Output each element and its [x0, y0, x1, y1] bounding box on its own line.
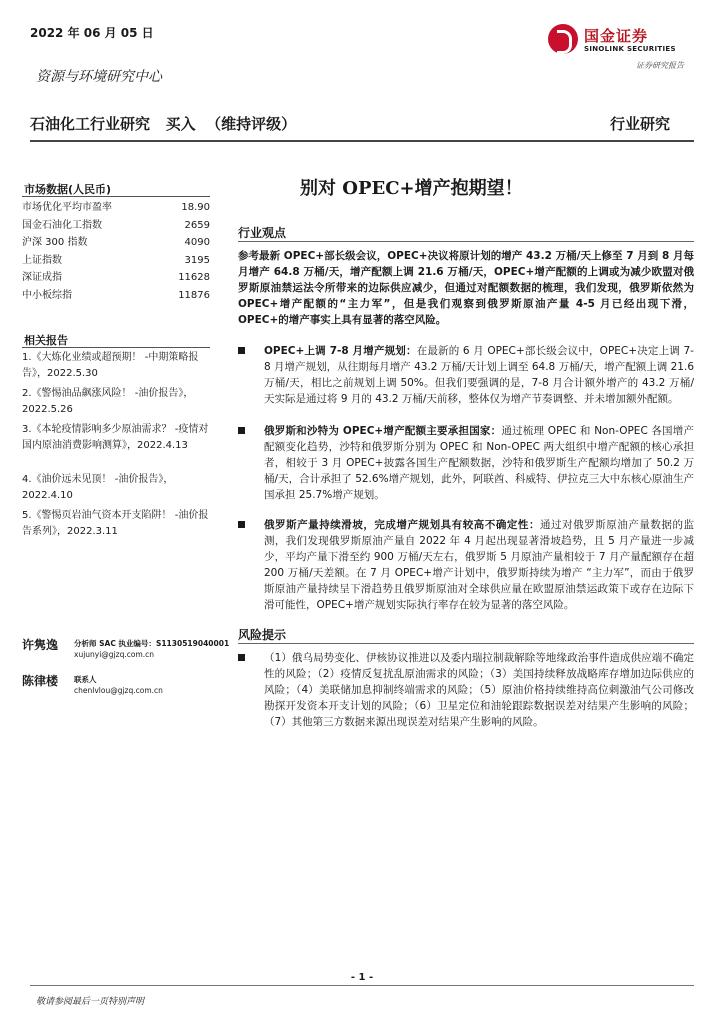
- view-heading: 行业观点: [238, 226, 287, 240]
- related-reports-title: 相关报告: [24, 334, 68, 347]
- bullet-square-icon: [238, 521, 245, 528]
- market-row: 上证指数 3195: [22, 254, 210, 266]
- market-row: 深证成指 11628: [22, 272, 210, 283]
- sector-rating: 石油化工行业研究 买入 （维持评级）: [30, 115, 297, 133]
- risk-item: （1）俄乌局势变化、伊核协议推进以及委内瑞拉制裁解除等地缘政治事件造成供应端不确定性的风险；（2）疫情反复扰乱原油需求的风险；（3）美国持续释放战略库存增加边际供应的风险；（4）美联储加息抑制终端需求的风险；（5）原油价格持续维持高位刺激油气公司修改勘探开发资本开支计划的风险；（6）卫星定位和油轮跟踪数据误差对结果产生影响的风险；（7）其他第三方数据来源出现误差对结果产生影响的风险。: [238, 650, 694, 730]
- market-data-title: 市场数据(人民币): [24, 183, 112, 196]
- report-date: 2022 年 06 月 05 日: [30, 26, 154, 40]
- market-row: 国金石油化工指数 2659: [22, 219, 210, 231]
- logo-subtitle: 证券研究报告: [636, 61, 684, 70]
- bullet-item: 俄罗斯产量持续滑坡，完成增产规划具有较高不确定性：通过对俄罗斯原油产量数据的监测，我们发现俄罗斯原油产量自 2022 年 4 月起出现显著滑坡趋势，且 5 月产量进一步减少，平均产量下滑至约 900 万桶/天左右，俄罗斯 5 月原油产量相较于 7 月产量配额存在超 200 万桶/天差额。在 7 月 OPEC+增产计划中，俄罗斯持续为增产 “主力军”，而由于俄罗斯原油产量持续呈下滑趋势且俄罗斯原油对全球供应量在欧盟原油禁运政策下或存在边际下滑可能性，OPEC+增产规划实际执行率存在较为显著的落空风险。: [238, 517, 694, 613]
- market-row: 中小板综指 11876: [22, 289, 210, 301]
- logo-mark-icon: [548, 24, 578, 54]
- bullet-square-icon: [238, 347, 245, 354]
- summary-paragraph: 参考最新 OPEC+部长级会议，OPEC+决议将原计划的增产 43.2 万桶/天上修至 7 月到 8 月每月增产 64.8 万桶/天，增产配额上调 21.6 万桶/天，OPEC+增产配额的上调或为减少欧盟对俄罗斯原油禁运法令所带来的边际供应减少，但通过对配额数据的梳理，我们发现，俄罗斯依然为 OPEC+增产配额的“主力军”，但是我们观察到俄罗斯原油产量 4-5 月已经出现下滑，OPEC+的增产事实上具有显著的落空风险。: [238, 250, 694, 326]
- market-row: 沪深 300 指数 4090: [22, 237, 210, 248]
- related-report-link[interactable]: 1.《大炼化业绩或超预期！ -中期策略报告》，2022.5.30: [22, 352, 199, 379]
- related-report-link[interactable]: 5.《警惕页岩油气资本开支陷阱！ -油价报告系列》，2022.3.11: [22, 510, 209, 537]
- page-number: - 1 -: [350, 972, 374, 983]
- header-divider: [30, 140, 694, 142]
- bullet-item: OPEC+上调 7-8 月增产规划：在最新的 6 月 OPEC+部长级会议中，OPEC+决定上调 7-8 月增产规划，从往期每月增产 43.2 万桶/天计划上调至 64.8 万桶/天，增产配额上调 21.6 万桶/天，相比之前规划上调 50%。但我们要强调的是，7-8 月合计额外增产的 43.2 万桶/天实际是通过将 9 月的 43.2 万桶/天前移，整体仅为增产节奏调整、并未增加额外配额。: [238, 343, 694, 407]
- bullet-item: 俄罗斯和沙特为 OPEC+增产配额主要承担国家：通过梳理 OPEC 和 Non-OPEC 各国增产配额变化趋势，沙特和俄罗斯分别为 OPEC 和 Non-OPEC 两大组织中增产配额的核心承担者，相较于 3 月 OPEC+披露各国生产配额数据，沙特和俄罗斯生产配额均增加了 50.2 万桶/天，合计承担了 52.6%增产规划，此外，阿联酋、科威特、伊拉克三大中东核心原油生产国承担 25.7%增产规划。: [238, 423, 694, 503]
- related-report-link[interactable]: 4.《油价远未见顶！ -油价报告》，2022.4.10: [22, 474, 174, 501]
- report-type: 行业研究: [610, 115, 671, 133]
- bullet-square-icon: [238, 654, 245, 661]
- analyst-info: 分析师 SAC 执业编号：S1130519040001 xujunyi@gjzq.com.cn: [74, 639, 230, 659]
- report-title: 别对 OPEC+增产抱期望！: [300, 178, 523, 199]
- footer-divider: [30, 985, 694, 986]
- risk-heading: 风险提示: [238, 628, 287, 642]
- disclaimer-note: 敬请参阅最后一页特别声明: [36, 997, 145, 1007]
- contact-name: 陈律楼: [22, 674, 59, 688]
- risk-divider: [238, 643, 694, 644]
- related-report-link[interactable]: 2.《警惕油品飙涨风险！ -油价报告》，2022.5.26: [22, 388, 194, 415]
- analyst-block: [22, 636, 230, 666]
- company-logo: [548, 24, 698, 58]
- analyst-name: 许隽逸: [22, 638, 59, 652]
- related-report-link[interactable]: 3.《本轮疫情影响多少原油需求？ -疫情对国内原油消费影响测算》，2022.4.13: [22, 424, 209, 451]
- analyst-email[interactable]: xujunyi@gjzq.com.cn: [74, 650, 155, 659]
- market-data-divider: [22, 196, 210, 197]
- contact-info: 联系人 chenlvlou@gjzq.com.cn: [74, 675, 163, 695]
- research-center: 资源与环境研究中心: [36, 69, 162, 85]
- related-reports-divider: [22, 347, 210, 348]
- bullet-square-icon: [238, 427, 245, 434]
- view-divider: [238, 241, 694, 242]
- related-reports-list: [22, 350, 212, 544]
- contact-email[interactable]: chenlvlou@gjzq.com.cn: [74, 686, 163, 695]
- logo-name-cn: 国金证券: [584, 27, 649, 45]
- market-row: 市场优化平均市盈率 18.90: [22, 202, 210, 213]
- logo-name-en: SINOLINK SECURITIES: [584, 45, 676, 53]
- contact-block: [22, 672, 217, 702]
- market-data-table: [22, 199, 210, 304]
